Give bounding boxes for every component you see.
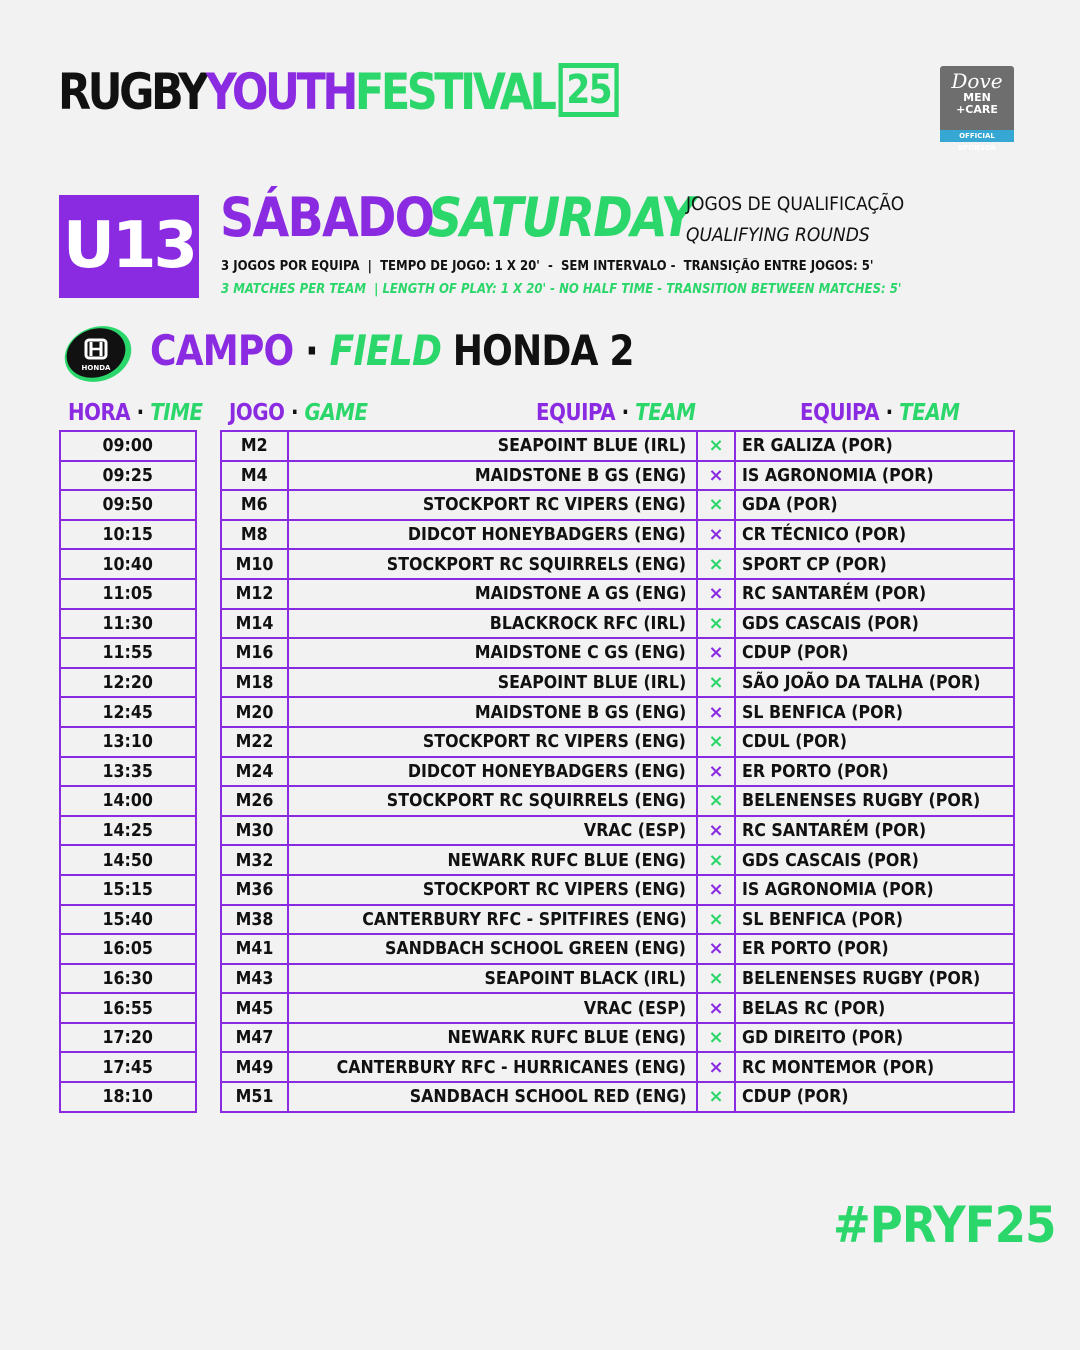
home-team-cell: SANDBACH SCHOOL RED (ENG) (288, 1082, 697, 1112)
versus-icon: × (697, 461, 735, 491)
versus-icon: × (697, 845, 735, 875)
sponsor-tag: OFFICIAL SPONSOR (940, 130, 1014, 142)
versus-icon: × (697, 934, 735, 964)
match-row (221, 964, 1014, 994)
home-team-cell: NEWARK RUFC BLUE (ENG) (288, 1023, 697, 1053)
away-team-cell: BELAS RC (POR) (735, 993, 1014, 1023)
match-row (221, 609, 1014, 639)
time-row (60, 579, 196, 609)
home-team-cell: MAIDSTONE B GS (ENG) (288, 697, 697, 727)
game-cell: M26 (221, 786, 288, 816)
game-cell: M10 (221, 549, 288, 579)
game-cell: M16 (221, 638, 288, 668)
game-cell: M30 (221, 816, 288, 846)
time-row (60, 964, 196, 994)
away-team-cell: RC MONTEMOR (POR) (735, 1052, 1014, 1082)
sponsor-line2: +CARE (956, 103, 998, 116)
home-team-cell: STOCKPORT RC VIPERS (ENG) (288, 727, 697, 757)
logo-festival: FESTIVAL (354, 63, 554, 121)
versus-icon: × (697, 757, 735, 787)
match-row (221, 905, 1014, 935)
time-cell: 11:30 (60, 609, 196, 639)
header-game: JOGO · GAME (229, 400, 368, 426)
time-row (60, 757, 196, 787)
field-en: FIELD (329, 326, 442, 375)
time-row (60, 816, 196, 846)
away-team-cell: RC SANTARÉM (POR) (735, 579, 1014, 609)
versus-icon: × (697, 697, 735, 727)
day-title-pt: SÁBADO (220, 186, 434, 249)
versus-icon: × (697, 668, 735, 698)
away-team-cell: SÃO JOÃO DA TALHA (POR) (735, 668, 1014, 698)
time-cell: 16:55 (60, 993, 196, 1023)
home-team-cell: VRAC (ESP) (288, 816, 697, 846)
match-row (221, 668, 1014, 698)
time-cell: 12:45 (60, 697, 196, 727)
versus-icon: × (697, 490, 735, 520)
versus-icon: × (697, 520, 735, 550)
match-row (221, 638, 1014, 668)
time-cell: 10:40 (60, 549, 196, 579)
time-cell: 11:05 (60, 579, 196, 609)
time-row (60, 875, 196, 905)
match-row (221, 579, 1014, 609)
match-row (221, 431, 1014, 461)
age-group-badge: U13 (59, 195, 199, 298)
game-cell: M8 (221, 520, 288, 550)
game-cell: M43 (221, 964, 288, 994)
game-cell: M32 (221, 845, 288, 875)
game-cell: M41 (221, 934, 288, 964)
time-row (60, 786, 196, 816)
versus-icon: × (697, 579, 735, 609)
away-team-cell: SL BENFICA (POR) (735, 905, 1014, 935)
home-team-cell: MAIDSTONE C GS (ENG) (288, 638, 697, 668)
game-cell: M45 (221, 993, 288, 1023)
time-row (60, 549, 196, 579)
sponsor-line1: MEN (963, 91, 991, 104)
time-cell: 15:15 (60, 875, 196, 905)
away-team-cell: GDS CASCAIS (POR) (735, 609, 1014, 639)
match-row (221, 697, 1014, 727)
versus-icon: × (697, 1052, 735, 1082)
festival-logo (58, 62, 619, 122)
sponsor-brand: Dove (951, 69, 1003, 93)
home-team-cell: VRAC (ESP) (288, 993, 697, 1023)
match-row (221, 993, 1014, 1023)
home-team-cell: STOCKPORT RC SQUIRRELS (ENG) (288, 549, 697, 579)
home-team-cell: DIDCOT HONEYBADGERS (ENG) (288, 520, 697, 550)
game-cell: M36 (221, 875, 288, 905)
header-away-team: EQUIPA · TEAM (800, 400, 960, 426)
game-cell: M51 (221, 1082, 288, 1112)
home-team-cell: MAIDSTONE A GS (ENG) (288, 579, 697, 609)
game-cell: M38 (221, 905, 288, 935)
home-team-cell: MAIDSTONE B GS (ENG) (288, 461, 697, 491)
game-cell: M12 (221, 579, 288, 609)
field-pt: CAMPO (150, 326, 294, 375)
match-row (221, 1082, 1014, 1112)
time-row (60, 638, 196, 668)
time-row (60, 1082, 196, 1112)
home-team-cell: SEAPOINT BLACK (IRL) (288, 964, 697, 994)
match-row (221, 875, 1014, 905)
time-cell: 16:30 (60, 964, 196, 994)
time-row (60, 490, 196, 520)
time-cell: 15:40 (60, 905, 196, 935)
home-team-cell: BLACKROCK RFC (IRL) (288, 609, 697, 639)
logo-year: 25 (559, 63, 619, 117)
match-row (221, 1052, 1014, 1082)
time-cell: 12:20 (60, 668, 196, 698)
match-row (221, 934, 1014, 964)
time-row (60, 993, 196, 1023)
time-cell: 14:25 (60, 816, 196, 846)
honda-logo-icon (60, 322, 136, 384)
time-row (60, 934, 196, 964)
match-row (221, 549, 1014, 579)
time-cell: 18:10 (60, 1082, 196, 1112)
versus-icon: × (697, 638, 735, 668)
hashtag: #PRYF25 (833, 1196, 1056, 1254)
home-team-cell: DIDCOT HONEYBADGERS (ENG) (288, 757, 697, 787)
match-table (220, 430, 1015, 1113)
match-row (221, 816, 1014, 846)
time-cell: 13:10 (60, 727, 196, 757)
match-row (221, 490, 1014, 520)
round-title-pt: JOGOS DE QUALIFICAÇÃO (686, 193, 905, 215)
time-row (60, 905, 196, 935)
sponsor-badge (940, 66, 1014, 152)
time-cell: 17:45 (60, 1052, 196, 1082)
match-row (221, 1023, 1014, 1053)
away-team-cell: BELENENSES RUGBY (POR) (735, 964, 1014, 994)
away-team-cell: GDA (POR) (735, 490, 1014, 520)
field-title (150, 326, 634, 375)
home-team-cell: SANDBACH SCHOOL GREEN (ENG) (288, 934, 697, 964)
field-name: HONDA 2 (452, 326, 634, 375)
logo-rugby: RUGBY (58, 63, 206, 121)
versus-icon: × (697, 431, 735, 461)
away-team-cell: SPORT CP (POR) (735, 549, 1014, 579)
versus-icon: × (697, 993, 735, 1023)
home-team-cell: STOCKPORT RC VIPERS (ENG) (288, 875, 697, 905)
time-cell: 10:15 (60, 520, 196, 550)
away-team-cell: CDUP (POR) (735, 1082, 1014, 1112)
time-cell: 11:55 (60, 638, 196, 668)
game-cell: M6 (221, 490, 288, 520)
home-team-cell: CANTERBURY RFC - HURRICANES (ENG) (288, 1052, 697, 1082)
time-row (60, 668, 196, 698)
home-team-cell: NEWARK RUFC BLUE (ENG) (288, 845, 697, 875)
game-cell: M22 (221, 727, 288, 757)
home-team-cell: STOCKPORT RC SQUIRRELS (ENG) (288, 786, 697, 816)
away-team-cell: ER GALIZA (POR) (735, 431, 1014, 461)
time-row (60, 697, 196, 727)
home-team-cell: SEAPOINT BLUE (IRL) (288, 431, 697, 461)
away-team-cell: CDUL (POR) (735, 727, 1014, 757)
time-row (60, 461, 196, 491)
field-sep: · (305, 326, 318, 375)
time-cell: 13:35 (60, 757, 196, 787)
match-row (221, 727, 1014, 757)
time-row (60, 609, 196, 639)
away-team-cell: IS AGRONOMIA (POR) (735, 461, 1014, 491)
away-team-cell: IS AGRONOMIA (POR) (735, 875, 1014, 905)
versus-icon: × (697, 905, 735, 935)
versus-icon: × (697, 964, 735, 994)
game-cell: M47 (221, 1023, 288, 1053)
time-cell: 14:50 (60, 845, 196, 875)
match-row (221, 757, 1014, 787)
versus-icon: × (697, 727, 735, 757)
match-row (221, 786, 1014, 816)
away-team-cell: SL BENFICA (POR) (735, 697, 1014, 727)
versus-icon: × (697, 816, 735, 846)
day-title-en: SATURDAY (428, 186, 694, 249)
game-cell: M4 (221, 461, 288, 491)
time-cell: 14:00 (60, 786, 196, 816)
versus-icon: × (697, 786, 735, 816)
versus-icon: × (697, 1082, 735, 1112)
versus-icon: × (697, 549, 735, 579)
away-team-cell: ER PORTO (POR) (735, 757, 1014, 787)
time-row (60, 727, 196, 757)
time-row (60, 845, 196, 875)
away-team-cell: BELENENSES RUGBY (POR) (735, 786, 1014, 816)
match-row (221, 845, 1014, 875)
away-team-cell: GDS CASCAIS (POR) (735, 845, 1014, 875)
header-time: HORA · TIME (68, 400, 203, 426)
game-cell: M2 (221, 431, 288, 461)
versus-icon: × (697, 875, 735, 905)
away-team-cell: CDUP (POR) (735, 638, 1014, 668)
game-cell: M14 (221, 609, 288, 639)
time-table (59, 430, 197, 1113)
rules-pt: 3 JOGOS POR EQUIPA | TEMPO DE JOGO: 1 X 20' - SEM INTERVALO - TRANSIÇÃO ENTRE JOGOS: 5' (221, 259, 874, 274)
away-team-cell: GD DIREITO (POR) (735, 1023, 1014, 1053)
versus-icon: × (697, 1023, 735, 1053)
game-cell: M20 (221, 697, 288, 727)
match-row (221, 461, 1014, 491)
time-row (60, 1023, 196, 1053)
home-team-cell: STOCKPORT RC VIPERS (ENG) (288, 490, 697, 520)
honda-logo-text: HONDA (81, 364, 111, 372)
game-cell: M24 (221, 757, 288, 787)
time-row (60, 520, 196, 550)
game-cell: M49 (221, 1052, 288, 1082)
time-cell: 09:25 (60, 461, 196, 491)
time-cell: 09:00 (60, 431, 196, 461)
round-title-en: QUALIFYING ROUNDS (686, 224, 870, 246)
rules-en: 3 MATCHES PER TEAM | LENGTH OF PLAY: 1 X 20' - NO HALF TIME - TRANSITION BETWEEN MATCHES: 5' (221, 282, 902, 297)
time-row (60, 431, 196, 461)
away-team-cell: RC SANTARÉM (POR) (735, 816, 1014, 846)
match-row (221, 520, 1014, 550)
home-team-cell: CANTERBURY RFC - SPITFIRES (ENG) (288, 905, 697, 935)
away-team-cell: CR TÉCNICO (POR) (735, 520, 1014, 550)
time-cell: 16:05 (60, 934, 196, 964)
game-cell: M18 (221, 668, 288, 698)
away-team-cell: ER PORTO (POR) (735, 934, 1014, 964)
home-team-cell: SEAPOINT BLUE (IRL) (288, 668, 697, 698)
header-home-team: EQUIPA · TEAM (536, 400, 696, 426)
time-row (60, 1052, 196, 1082)
time-cell: 17:20 (60, 1023, 196, 1053)
time-cell: 09:50 (60, 490, 196, 520)
versus-icon: × (697, 609, 735, 639)
logo-youth: YOUTH (205, 63, 355, 121)
